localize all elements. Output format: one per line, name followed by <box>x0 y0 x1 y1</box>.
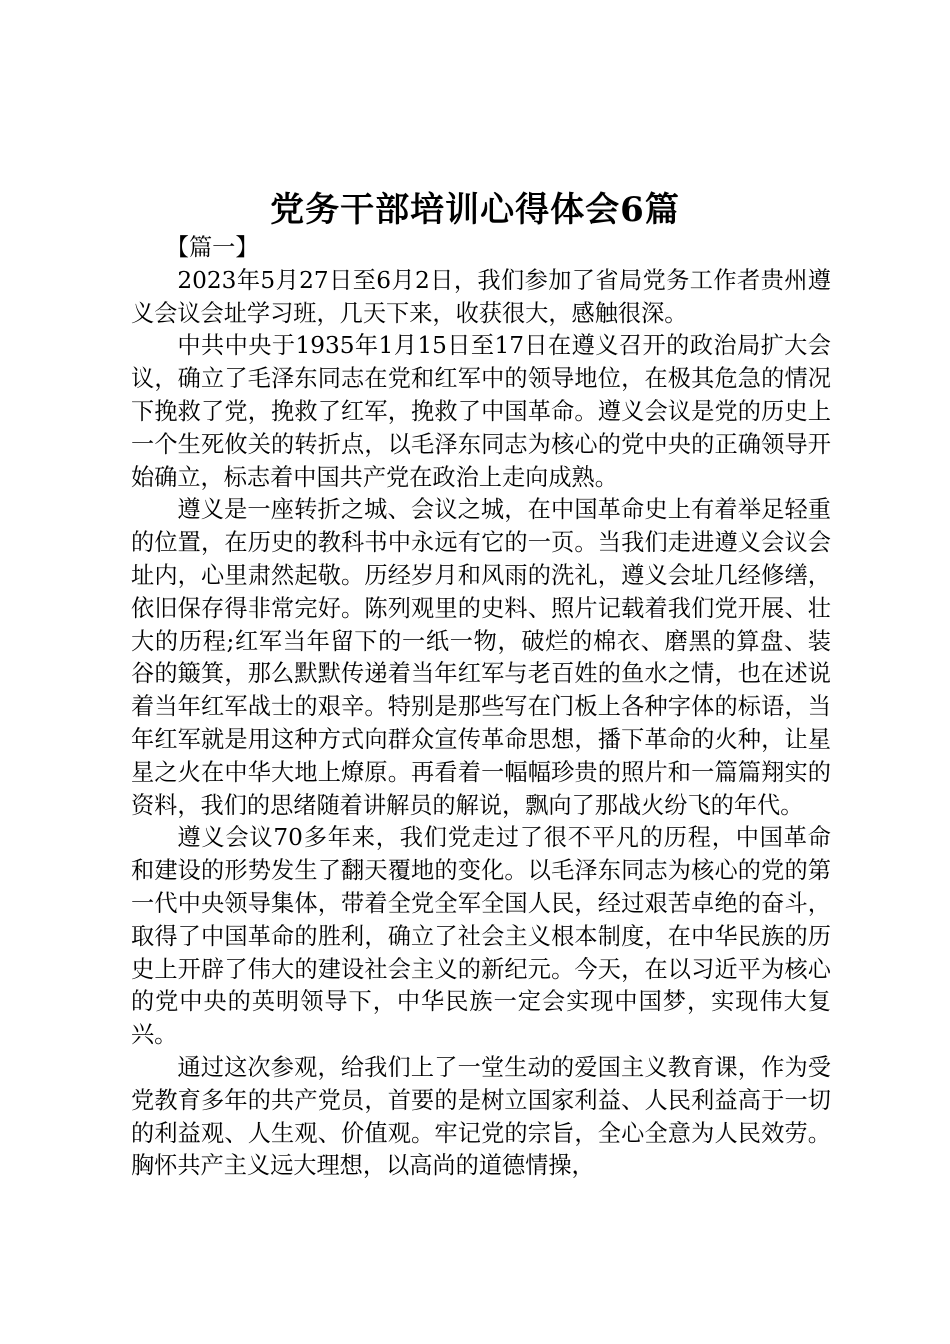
paragraph-4: 遵义会议70多年来，我们党走过了很不平凡的历程，中国革命和建设的形势发生了翻天覆地的变化。以毛泽东同志为核心的党的第一代中央领导集体，带着全党全军全国人民，经过艰苦卓绝的奋斗，取得了中国革命的胜利，确立了社会主义根本制度，在中华民族的历史上开辟了伟大的建设社会主义的新纪元。今天，在以习近平为核心的党中央的英明领导下，中华民族一定会实现中国梦，实现伟大复兴。 <box>131 824 831 1049</box>
document-title: 党务干部培训心得体会6篇 <box>270 190 680 230</box>
paragraph-1: 2023年5月27日至6月2日，我们参加了省局党务工作者贵州遵义会议会址学习班，几天下来，收获很大，感触很深。 <box>131 266 831 327</box>
document-body <box>131 232 831 1183</box>
paragraph-3: 遵义是一座转折之城、会议之城，在中国革命史上有着举足轻重的位置，在历史的教科书中永远有它的一页。当我们走进遵义会议会址内，心里肃然起敬。历经岁月和风雨的洗礼，遵义会址几经修缮，依旧保存得非常完好。陈列观里的史料、照片记载着我们党开展、壮大的历程;红军当年留下的一纸一物，破烂的棉衣、磨黑的算盘、装谷的簸箕，那么默默传递着当年红军与老百姓的鱼水之情，也在述说着当年红军战士的艰辛。特别是那些写在门板上各种字体的标语，当年红军就是用这种方式向群众宣传革命思想，播下革命的火种，让星星之火在中华大地上燎原。再看着一幅幅珍贵的照片和一篇篇翔实的资料，我们的思绪随着讲解员的解说，飘向了那战火纷飞的年代。 <box>131 496 831 819</box>
paragraph-2: 中共中央于1935年1月15日至17日在遵义召开的政治局扩大会议，确立了毛泽东同志在党和红军中的领导地位，在极其危急的情况下挽救了党，挽救了红军，挽救了中国革命。遵义会议是党的历史上一个生死攸关的转折点，以毛泽东同志为核心的党中央的正确领导开始确立，标志着中国共产党在政治上走向成熟。 <box>131 332 831 491</box>
section-heading: 【篇一】 <box>165 234 259 261</box>
paragraph-5: 通过这次参观，给我们上了一堂生动的爱国主义教育课，作为受党教育多年的共产党员，首要的是树立国家利益、人民利益高于一切的利益观、人生观、价值观。牢记党的宗旨，全心全意为人民效劳。胸怀共产主义远大理想，以高尚的道德情操， <box>131 1053 831 1180</box>
